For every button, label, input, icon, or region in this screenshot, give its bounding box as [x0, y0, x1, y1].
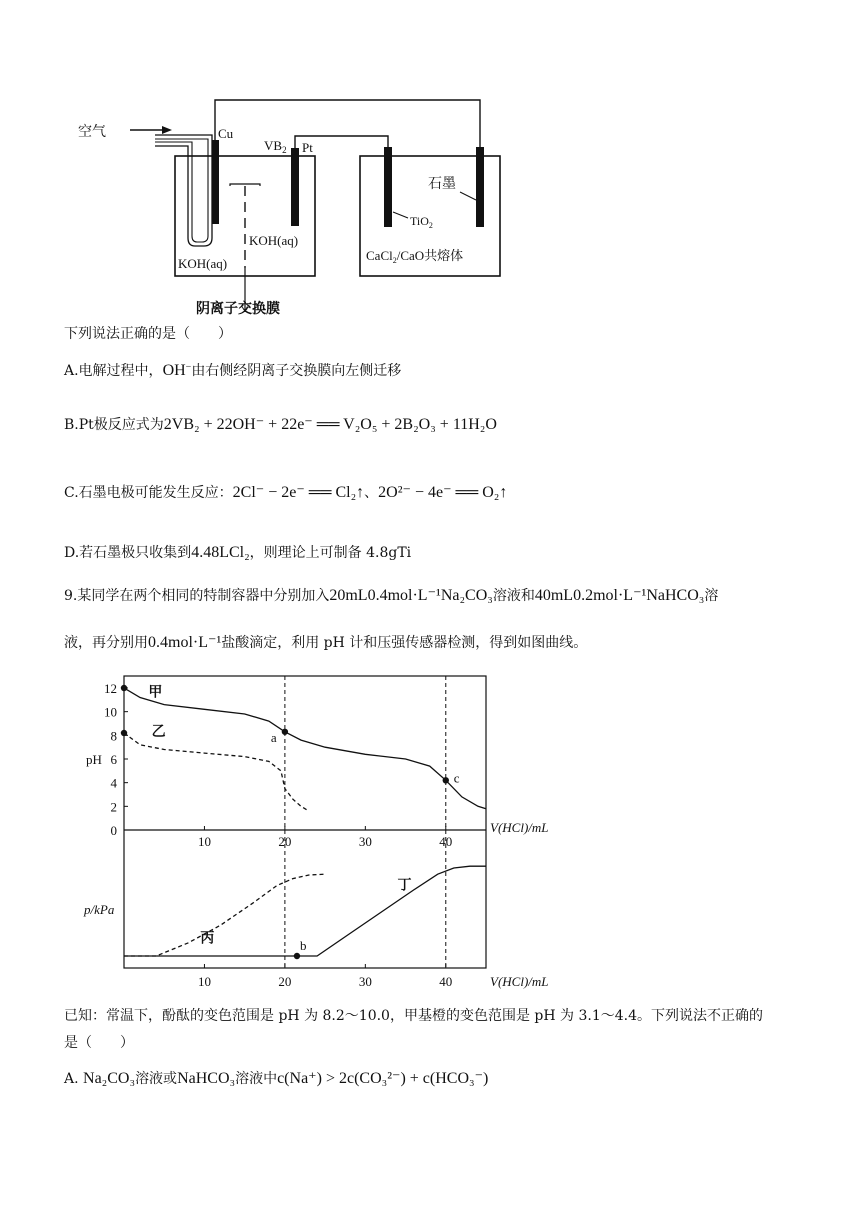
top-ytick-label-10: 10: [104, 704, 117, 720]
pt-label: Pt: [302, 140, 313, 155]
q8-stem: 下列说法正确的是（ ）: [64, 326, 232, 342]
membrane-label: 阴离子交换膜: [196, 302, 280, 317]
bottom-xtick-label-30: 30: [358, 974, 372, 989]
top-point-3: [443, 777, 449, 783]
top-ytick-label-4: 4: [110, 775, 117, 791]
top-ytick-label-2: 2: [110, 799, 117, 815]
q8-option-b: B.Pt极反应式为2VB₂ + 22OH⁻ + 22e⁻ ══ V₂O₅ + 2B₂O₃ + 11H₂O: [64, 416, 497, 433]
top-xtick-label-20: 20: [278, 834, 292, 849]
top-series-label-1: 乙: [151, 724, 166, 740]
bottom-xtick-label-40: 40: [439, 974, 453, 989]
bottom-series-label-0: 丙: [200, 931, 215, 947]
top-ytick-label-0: 0: [110, 823, 117, 838]
q9-option-a: A. Na₂CO₃溶液或NaHCO₃溶液中c(Na⁺) > 2c(CO₃²⁻) + c(HCO₃⁻): [64, 1070, 489, 1087]
bottom-series-label-1: 丁: [397, 878, 412, 894]
bottom-ylabel: p/kPa: [84, 902, 115, 917]
titration-charts: [80, 668, 570, 998]
q8-option-d: D.若石墨极只收集到4.48LCl₂，则理论上可制备 4.8gTi: [64, 544, 412, 561]
koh-right-label: KOH(aq): [249, 233, 299, 248]
top-point-label-a: a: [270, 729, 277, 745]
top-point-0: [121, 685, 127, 691]
top-xtick-label-10: 10: [197, 834, 211, 849]
q9-known-line2: 是（ ）: [64, 1035, 134, 1051]
cu-label: Cu: [218, 126, 234, 141]
graphite-label: 石墨: [428, 177, 456, 192]
chart-frame: [124, 676, 486, 968]
q8-option-a: A.电解过程中，OH−由右侧经阴离子交换膜向左侧迁移: [64, 361, 402, 379]
top-point-label-c: c: [453, 770, 460, 786]
q8-option-c: C.石墨电极可能发生反应：2Cl⁻ − 2e⁻ ══ Cl₂↑、2O²⁻ − 4e⁻ ══ O₂↑: [64, 484, 508, 501]
top-ytick-label-6: 6: [110, 752, 117, 767]
q9-known-line1: 已知：常温下，酚酞的变色范围是 pH 为 8.2～10.0，甲基橙的变色范围是 pH 为 3.1～4.4。下列说法不正确的: [64, 1008, 764, 1024]
bottom-xtick-label-20: 20: [278, 974, 292, 989]
melt-label: CaCl$_2$/CaO共熔体: [366, 248, 464, 265]
bottom-xlabel: V(HCl)/mL: [490, 974, 549, 989]
bottom-series-0: [124, 874, 325, 956]
electrolysis-apparatus: [60, 90, 520, 320]
top-series-0: [124, 688, 486, 809]
q9-line1: 9.某同学在两个相同的特制容器中分别加入20mL0.4mol·L⁻¹Na₂CO₃溶液和40mL0.2mol·L⁻¹NaHCO₃溶: [64, 587, 719, 604]
top-ytick-label-12: 12: [104, 681, 117, 696]
bottom-point-label-b: b: [299, 938, 307, 953]
top-xtick-label-30: 30: [358, 834, 372, 849]
q9-line2: 液，再分别用0.4mol·L⁻¹盐酸滴定，利用 pH 计和压强传感器检测，得到如图曲线。: [64, 634, 588, 651]
top-point-1: [121, 730, 127, 736]
bottom-xtick-label-10: 10: [197, 974, 211, 989]
top-series-1: [124, 733, 309, 811]
top-ytick-label-8: 8: [110, 728, 117, 744]
top-series-label-0: 甲: [148, 685, 163, 701]
tio2-label: TiO$_2$: [410, 214, 433, 230]
top-point-2: [282, 729, 288, 735]
top-xtick-label-40: 40: [439, 834, 453, 849]
top-ylabel: pH: [86, 752, 102, 767]
vb2-label: $VB_2$: [264, 138, 287, 155]
bottom-point-0: [294, 953, 300, 959]
koh-left-label: KOH(aq): [178, 256, 228, 271]
air-label: 空气: [78, 125, 106, 140]
top-xlabel: V(HCl)/mL: [490, 820, 549, 835]
